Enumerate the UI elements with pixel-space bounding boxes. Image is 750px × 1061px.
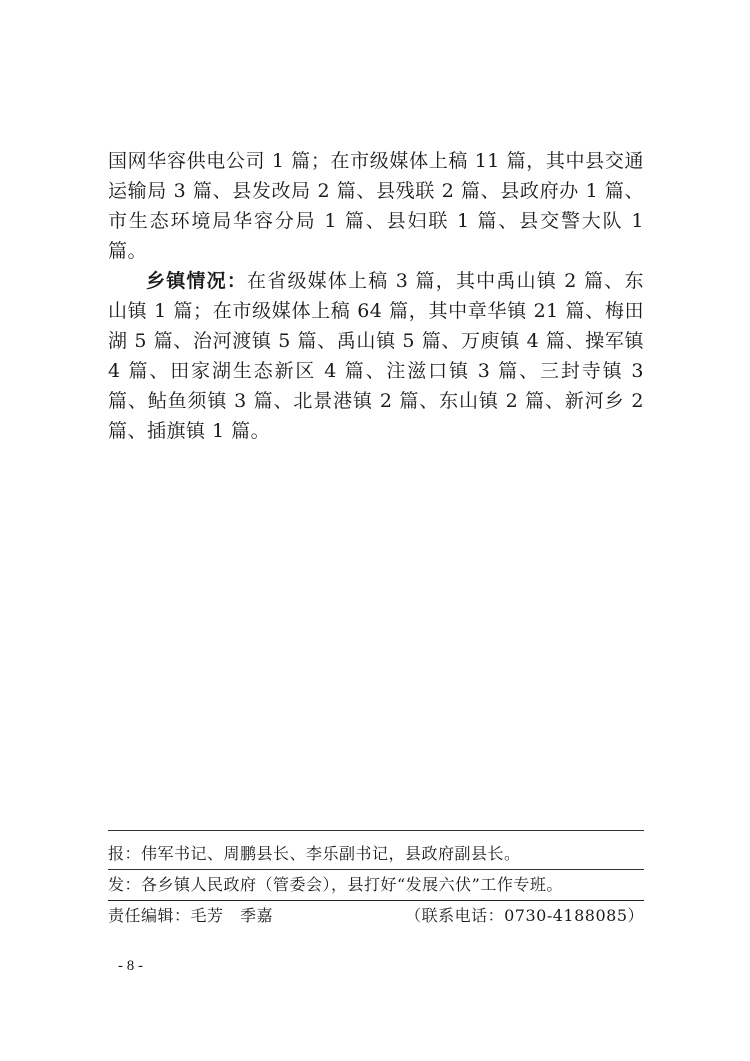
page-number: - 8 - bbox=[118, 958, 143, 974]
distribute-line: 发：各乡镇人民政府（管委会），县打好“发展六伏”工作专班。 bbox=[108, 875, 563, 894]
editors: 责任编辑：毛芳 季嘉 bbox=[108, 906, 274, 925]
report-line: 报：伟军书记、周鹏县长、李乐副书记，县政府副县长。 bbox=[108, 844, 521, 863]
editor-contact-line bbox=[108, 901, 644, 931]
contact-phone: （联系电话：0730-4188085） bbox=[405, 906, 644, 925]
paragraph-county-departments: 国网华容供电公司 1 篇；在市级媒体上稿 11 篇，其中县交通运输局 3 篇、县发改局 2 篇、县残联 2 篇、县政府办 1 篇、市生态环境局华容分局 1 篇、县妇联 1 篇、县交警大队 1 篇。 bbox=[108, 150, 644, 262]
townships-label: 乡镇情况： bbox=[146, 270, 248, 292]
footer-top-rule bbox=[108, 830, 644, 831]
document-footer bbox=[108, 830, 644, 931]
townships-text: 在省级媒体上稿 3 篇，其中禹山镇 2 篇、东山镇 1 篇；在市级媒体上稿 64 篇，其中章华镇 21 篇、梅田湖 5 篇、治河渡镇 5 篇、禹山镇 5 篇、万庾镇 4 篇、操军镇 4 篇、田家湖生态新区 4 篇、注滋口镇 3 篇、三封寺镇 3 篇、鲇鱼须镇 3 篇、北景港镇 2 篇、东山镇 2 篇、新河乡 2 篇、插旗镇 1 篇。 bbox=[108, 270, 644, 442]
document-body bbox=[108, 146, 644, 446]
paragraph-townships bbox=[108, 266, 644, 446]
